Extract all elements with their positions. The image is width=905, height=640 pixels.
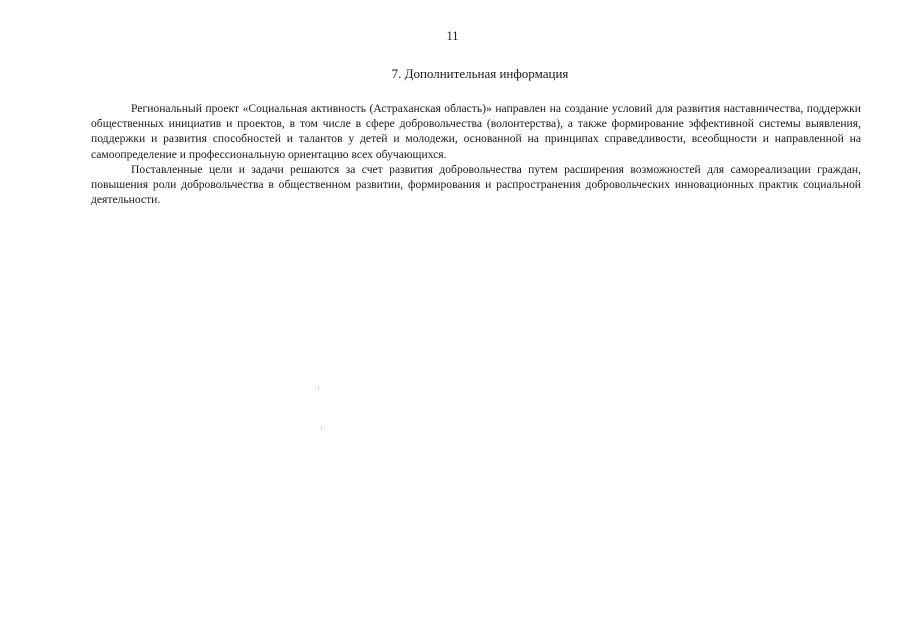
paragraph-2: Поставленные цели и задачи решаются за счет развития добровольчества путем расширения возможностей для самореализации граждан, повышения роли добровольчества в общественном развитии, формирования и распространения добровольческих инновационных практик социальной деятельности.	[91, 162, 861, 207]
section-title: 7. Дополнительная информация	[391, 66, 569, 81]
scan-speck	[321, 428, 322, 429]
scan-speck	[318, 387, 319, 388]
body-text	[91, 101, 861, 207]
page-number: 11	[446, 29, 459, 43]
paragraph-1: Региональный проект «Социальная активность (Астраханская область)» направлен на создание условий для развития наставничества, поддержки общественных инициатив и проектов, в том числе в сфере добровольчества (волонтерства), а также формирование эффективной системы выявления, поддержки и развития способностей и талантов у детей и молодежи, основанной на принципах справедливости, всеобщности и направленной на самоопределение и профессиональную ориентацию всех обучающихся.	[91, 102, 861, 161]
